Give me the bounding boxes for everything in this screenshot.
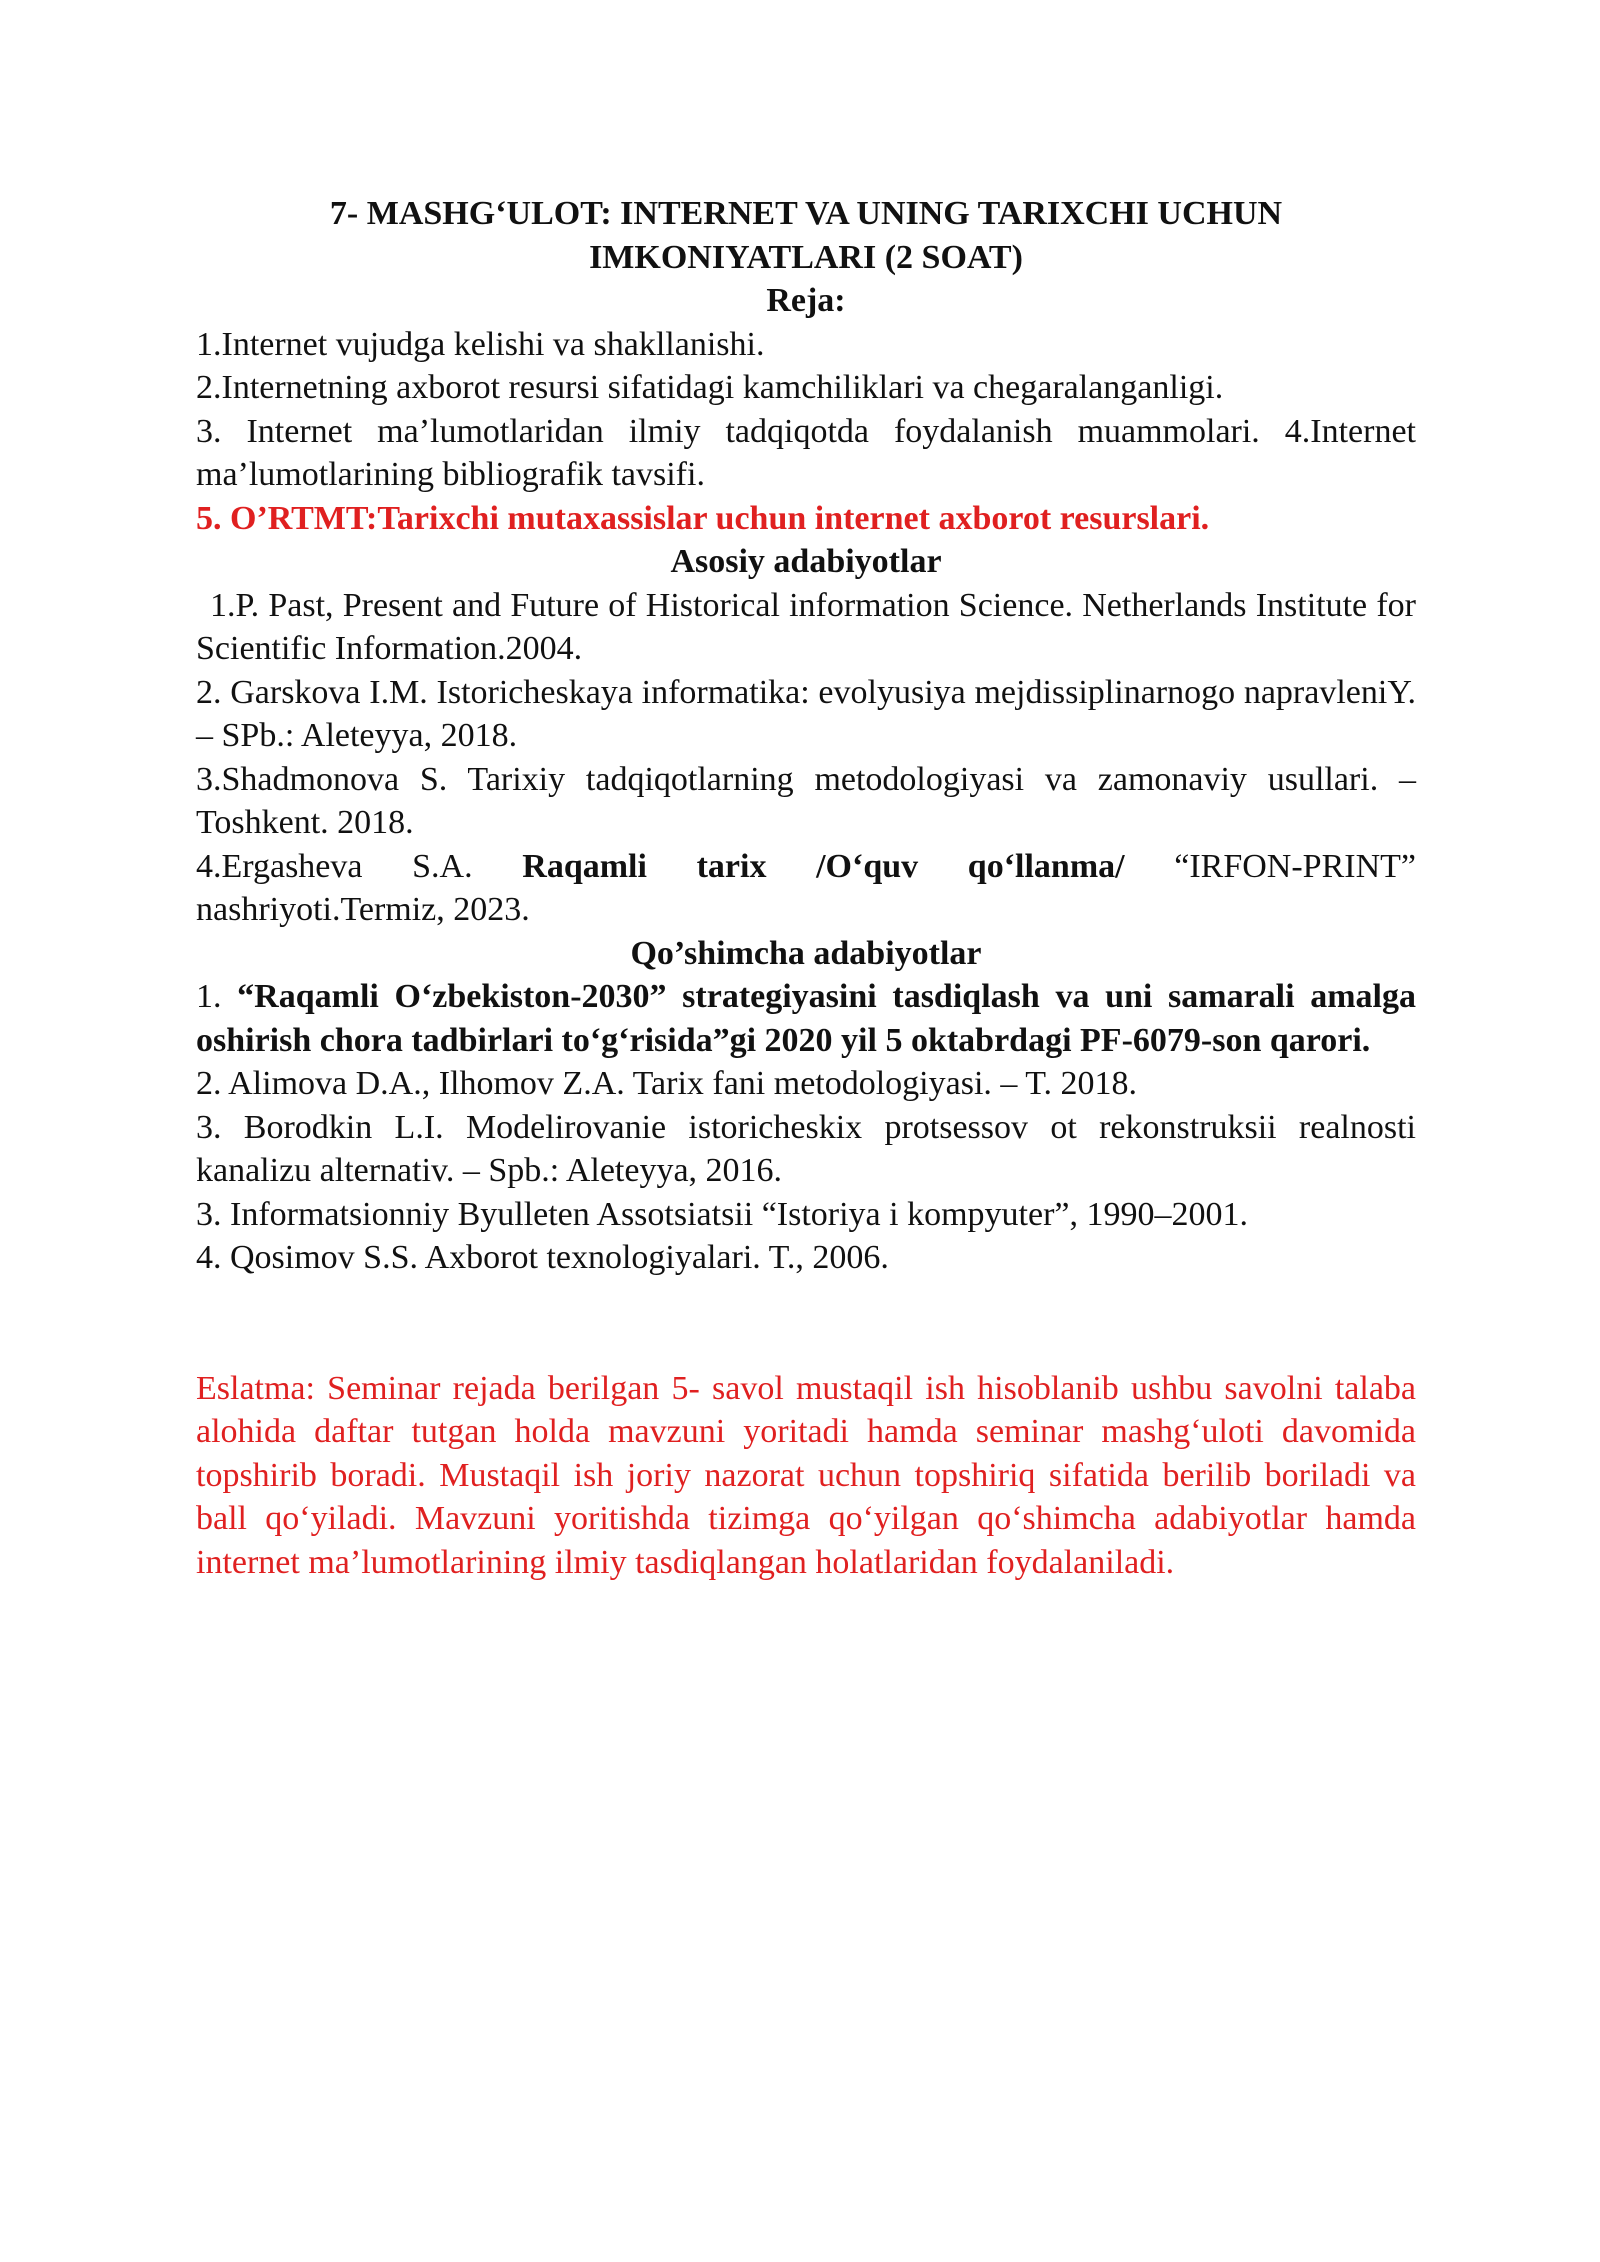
document-title	[196, 192, 1416, 279]
reja-item-1: 1.Internet vujudga kelishi va shakllanishi.	[196, 325, 765, 363]
main-ref-1: 1.P. Past, Present and Future of Historical information Science. Netherlands Institute for Scientific Information.2004.	[196, 586, 1416, 667]
reja-item-3: 3. Internet ma’lumotlaridan ilmiy tadqiqotda foydalanish muammolari. 4.Internet ma’lumotlarining bibliografik tavsifi.	[196, 412, 1416, 493]
extra-ref-4: 4. Qosimov S.S. Axborot texnologiyalari. T., 2006.	[196, 1239, 889, 1276]
title-line-1: 7- MASHG‘ULOT: INTERNET VA UNING TARIXCHI UCHUN	[329, 195, 1283, 232]
note-paragraph: Eslatma: Seminar rejada berilgan 5- savol mustaqil ish hisoblanib ushbu savolni talaba alohida daftar tutgan holda mavzuni yoritadi hamda seminar mashg‘uloti davomida topshirib boradi. Mustaqil ish joriy nazorat uchun topshiriq sifatida berilib boriladi va ball qo‘yiladi. Mavzuni yoritishda tizimga qo‘yilgan qo‘shimcha adabiyotlar hamda internet ma’lumotlarining ilmiy tasdiqlangan holatlaridan foydalaniladi.	[196, 1369, 1416, 1581]
reja-item-5: 5. O’RTMT:Tarixchi mutaxassislar uchun internet axborot resurslari.	[196, 499, 1210, 537]
main-ref-4	[196, 845, 1416, 932]
main-ref-4-publisher: “IRFON-PRINT” nashriyoti.Termiz, 2023.	[196, 847, 1417, 928]
main-ref-2: 2. Garskova I.M. Istoricheskaya informatika: evolyusiya mejdissiplinarnogo napravleniY. – SPb.: Aleteyya, 2018.	[196, 673, 1416, 754]
main-ref-3: 3.Shadmonova S. Tarixiy tadqiqotlarning metodologiyasi va zamonaviy usullari. –Toshkent. 2018.	[196, 760, 1416, 841]
extra-refs-heading: Qo’shimcha adabiyotlar	[630, 934, 982, 972]
extra-ref-1	[196, 975, 1416, 1062]
main-refs-heading: Asosiy adabiyotlar	[670, 543, 942, 580]
document-page	[196, 192, 1416, 1584]
main-ref-4-author: 4.Ergasheva S.A.	[196, 847, 473, 885]
extra-ref-2: 2. Alimova D.A., Ilhomov Z.A. Tarix fani metodologiyasi. – T. 2018.	[196, 1065, 1138, 1102]
reja-item-2: 2.Internetning axborot resursi sifatidagi kamchiliklari va chegaralanganligi.	[196, 369, 1224, 406]
extra-ref-3: 3. Borodkin L.I. Modelirovanie istoricheskix protsessov ot rekonstruksii realnosti kanalizu alternativ. – Spb.: Aleteyya, 2016.	[196, 1108, 1416, 1189]
extra-ref-1-number: 1.	[196, 978, 222, 1015]
spacer	[196, 1280, 1416, 1367]
main-ref-4-title: Raqamli tarix /O‘quv qo‘llanma/	[522, 847, 1125, 885]
reja-heading: Reja:	[766, 282, 846, 319]
title-line-2: IMKONIYATLARI (2 SOAT)	[589, 238, 1023, 276]
extra-ref-1-text: “Raqamli O‘zbekiston-2030” strategiyasini tasdiqlash va uni samarali amalga oshirish chora tadbirlari to‘g‘risida”gi 2020 yil 5 oktabrdagi PF-6079-son qarori.	[196, 978, 1416, 1059]
extra-ref-3b: 3. Informatsionniy Byulleten Assotsiatsii “Istoriya i kompyuter”, 1990–2001.	[196, 1195, 1248, 1233]
